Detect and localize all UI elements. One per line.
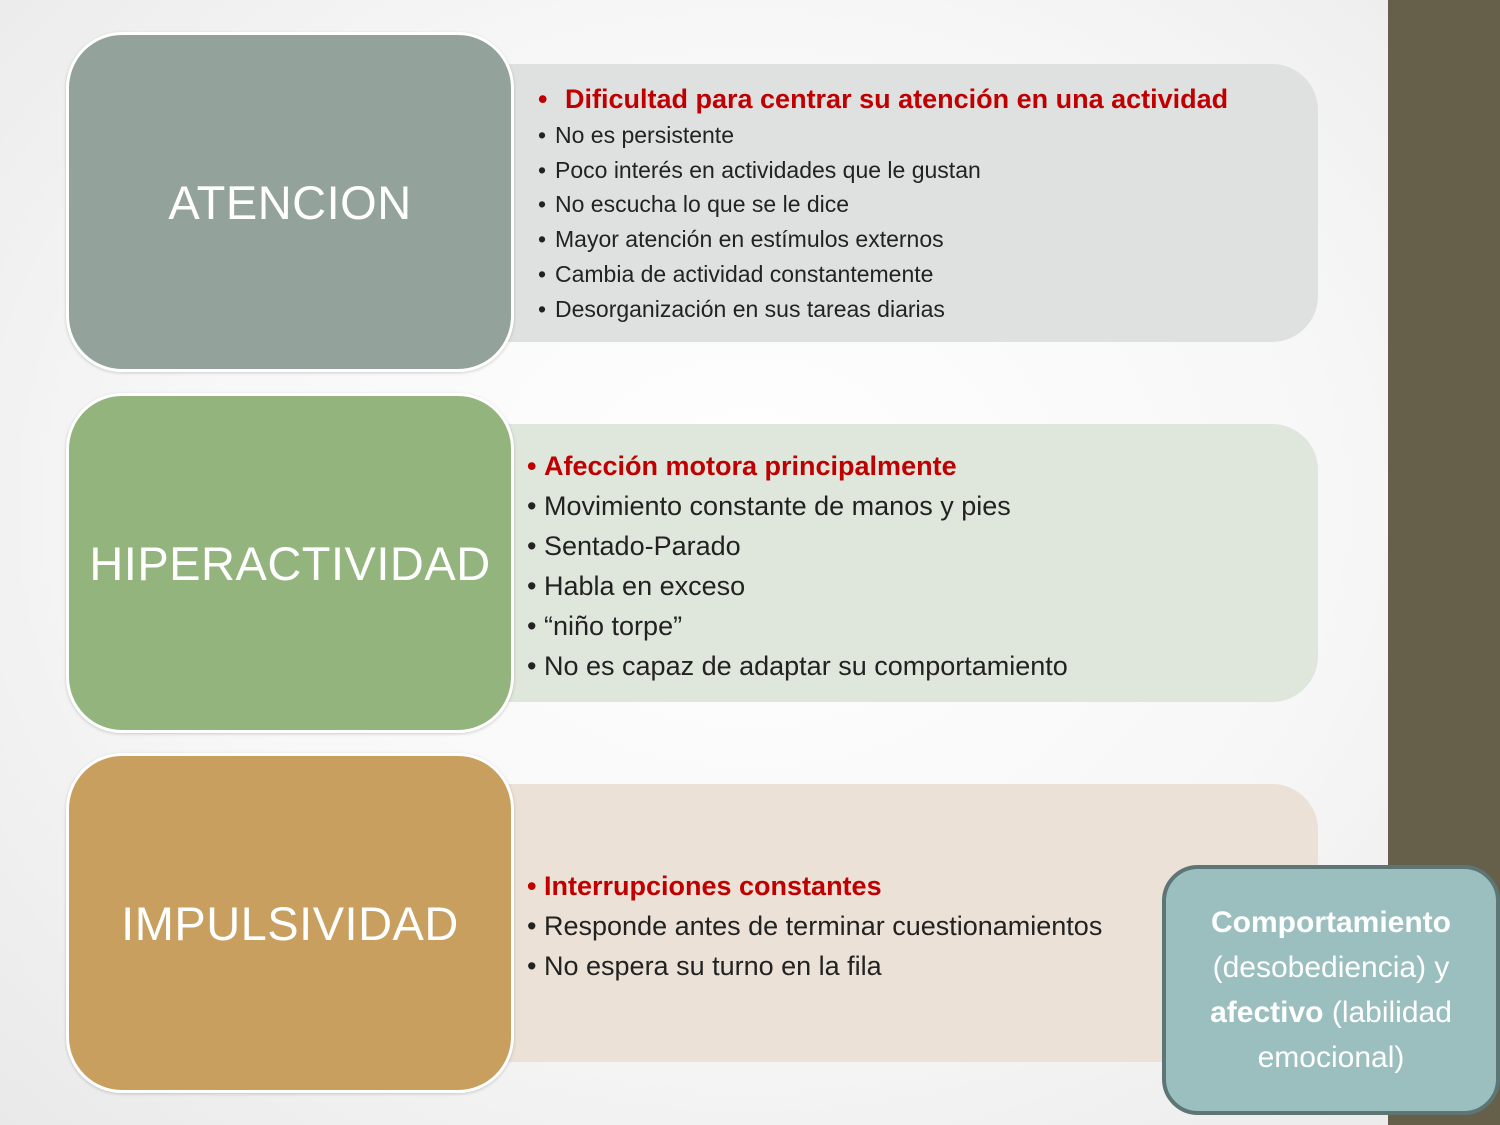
hiperactividad-category-box <box>66 393 514 733</box>
hiperactividad-item: • Habla en exceso <box>527 566 1298 606</box>
behavior-affective-callout <box>1162 865 1500 1115</box>
impulsividad-item: • Responde antes de terminar cuestionamientos <box>527 906 1298 946</box>
hiperactividad-title: HIPERACTIVIDAD <box>89 536 491 590</box>
impulsividad-title: IMPULSIVIDAD <box>121 896 459 950</box>
hiperactividad-item: • Sentado-Parado <box>527 526 1298 566</box>
callout-text-lability: (labilidad emocional) <box>1257 996 1452 1074</box>
bullet-icon: • <box>538 191 547 218</box>
impulsividad-item-highlight: • Interrupciones constantes <box>527 866 1298 906</box>
hiperactividad-item-highlight: • Afección motora principalmente <box>527 446 1298 486</box>
bullet-icon: • <box>527 651 537 681</box>
bullet-icon: • <box>538 122 547 148</box>
atencion-item: • Desorganización en sus tareas diarias <box>538 292 1298 327</box>
atencion-details-panel <box>500 64 1318 342</box>
atencion-category-box <box>66 32 514 372</box>
atencion-item: • No es persistente <box>538 118 1298 153</box>
bullet-icon: • <box>527 951 537 981</box>
callout-text <box>1184 900 1478 1080</box>
hiperactividad-item: • Movimiento constante de manos y pies <box>527 486 1298 526</box>
bullet-icon: • <box>527 911 537 941</box>
bullet-icon: • <box>538 260 547 287</box>
atencion-item: • No escucha lo que se le dice <box>538 187 1298 222</box>
bullet-icon: • <box>527 571 537 601</box>
bullet-icon: • <box>527 491 537 521</box>
impulsividad-category-box <box>66 753 514 1093</box>
hiperactividad-list <box>527 446 1298 686</box>
callout-text-disobedience: (desobediencia) y <box>1212 951 1450 984</box>
atencion-item: • Cambia de actividad constantemente <box>538 257 1298 292</box>
atencion-list <box>538 82 1298 326</box>
bullet-icon: • <box>538 156 547 183</box>
bullet-icon: • <box>538 226 547 253</box>
hiperactividad-item: • “niño torpe” <box>527 606 1298 646</box>
bullet-icon: • <box>538 295 547 322</box>
callout-bold-affective: afectivo <box>1210 996 1324 1029</box>
atencion-title: ATENCION <box>168 175 412 229</box>
bullet-icon: • <box>527 871 537 901</box>
atencion-item: • Poco interés en actividades que le gustan <box>538 153 1298 188</box>
impulsividad-item: • No espera su turno en la fila <box>527 946 1298 986</box>
bullet-icon: • <box>527 451 537 481</box>
bullet-icon: • <box>527 531 537 561</box>
hiperactividad-details-panel <box>500 424 1318 702</box>
bullet-icon: • <box>538 84 548 114</box>
bullet-icon: • <box>527 611 537 641</box>
hiperactividad-item: • No es capaz de adaptar su comportamiento <box>527 646 1298 686</box>
atencion-item-highlight: • Dificultad para centrar su atención en una actividad <box>538 84 1229 114</box>
callout-bold-behavior: Comportamiento <box>1211 906 1451 939</box>
atencion-item: • Mayor atención en estímulos externos <box>538 222 1298 257</box>
